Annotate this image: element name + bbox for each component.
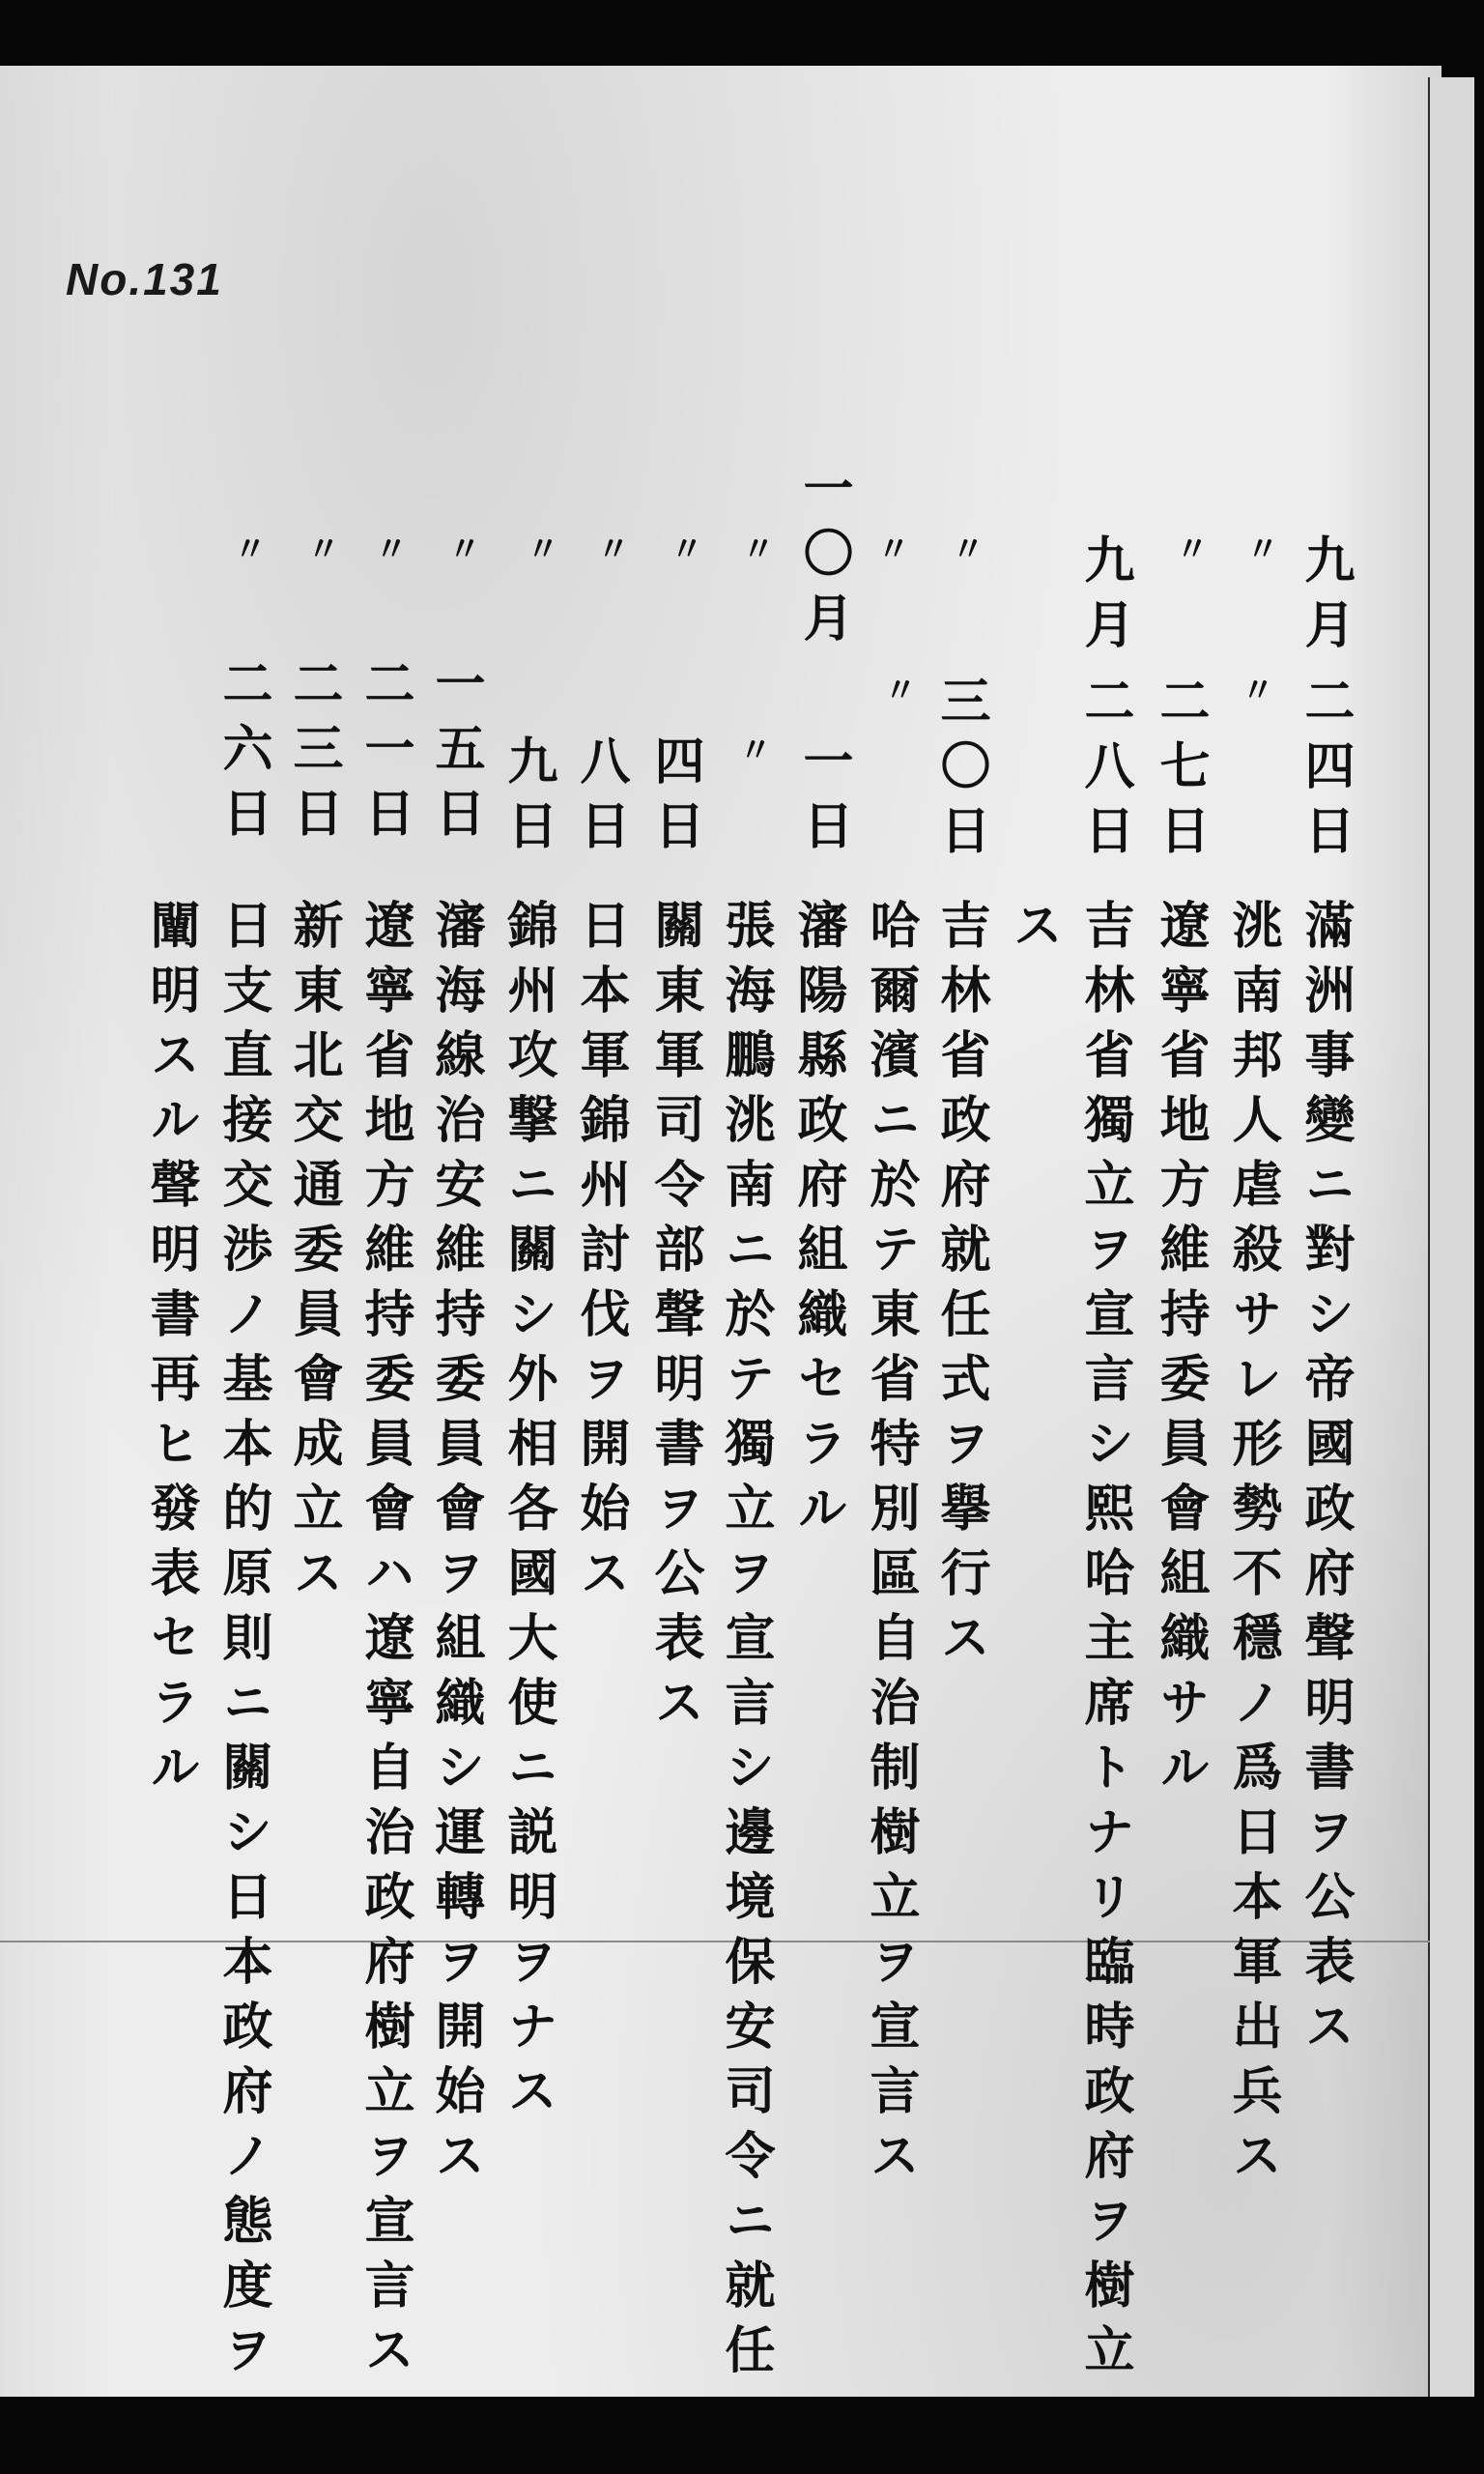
ditto-mark: 〃 (1241, 672, 1274, 710)
ditto-mark: 〃 (234, 531, 267, 569)
event-entry: 張海鵬洮南ニ於テ獨立ヲ宣言シ邊境保安司令ニ就任 (716, 899, 775, 2388)
event-entry: 新東北交通委員會成立ス (284, 899, 343, 1611)
ditto-mark: 〃 (739, 732, 772, 770)
event-entry: 瀋海線治安維持委員會ヲ組織シ運轉ヲ開始ス (426, 899, 485, 2194)
date-label: 四日 (645, 734, 704, 864)
event-entry-continuation: ス (1004, 899, 1063, 964)
date-label: 二四日 (1296, 675, 1355, 869)
ditto-mark: 〃 (877, 531, 910, 569)
ditto-mark: 〃 (952, 531, 985, 569)
event-entry: 哈爾濱ニ於テ東省特別區自治制樹立ヲ宣言ス (861, 899, 920, 2194)
date-label: 二一日 (356, 657, 414, 851)
event-entry: 錦州攻撃ニ關シ外相各國大使ニ説明ヲナス (499, 899, 557, 2129)
ditto-mark: 〃 (1176, 531, 1209, 569)
ditto-mark: 〃 (307, 531, 340, 569)
ditto-mark: 〃 (527, 531, 559, 569)
date-label: 一日 (794, 734, 853, 864)
event-entry-continuation: 闡明スル聲明書再ヒ發表セラル (141, 899, 200, 1805)
ditto-mark: 〃 (448, 531, 481, 569)
date-label: 八日 (571, 734, 630, 864)
date-label: 二八日 (1075, 675, 1134, 869)
ditto-mark: 〃 (1246, 531, 1279, 569)
adjacent-page-edge (1428, 77, 1474, 2397)
document-number: No.131 (66, 254, 223, 304)
event-entry: 洮南邦人虐殺サレ形勢不穩ノ爲日本軍出兵ス (1223, 899, 1282, 2194)
ditto-mark: 〃 (671, 531, 703, 569)
event-entry: 吉林省政府就任式ヲ擧行ス (931, 899, 990, 1676)
event-entry: 遼寧省地方維持委員會組織サル (1151, 899, 1210, 1805)
date-label: 二七日 (1151, 675, 1210, 869)
event-entry: 關東軍司令部聲明書ヲ公表ス (645, 899, 704, 1740)
date-label: 二三日 (284, 657, 343, 851)
event-entry: 日本軍錦州討伐ヲ開始ス (571, 899, 630, 1611)
month-label-september-repeat: 九月 (1075, 533, 1134, 663)
month-label-september: 九月 (1296, 533, 1355, 663)
event-entry: 吉林省獨立ヲ宣言シ熙哈主席トナリ臨時政府ヲ樹立 (1075, 899, 1134, 2388)
ditto-mark: 〃 (375, 531, 408, 569)
event-entry: 瀋陽縣政府組織セラル (788, 899, 847, 1546)
month-label-october: 一〇月 (794, 462, 853, 656)
date-label: 一五日 (426, 657, 485, 851)
date-label: 二六日 (214, 657, 272, 851)
ditto-mark: 〃 (597, 531, 630, 569)
ditto-mark: 〃 (884, 672, 917, 710)
date-label: 三〇日 (931, 675, 990, 869)
ditto-mark: 〃 (742, 531, 775, 569)
event-entry: 滿洲事變ニ對シ帝國政府聲明書ヲ公表ス (1296, 899, 1355, 2064)
date-label: 九日 (499, 734, 557, 864)
event-entry: 日支直接交渉ノ基本的原則ニ關シ日本政府ノ態度ヲ (214, 899, 272, 2388)
event-entry: 遼寧省地方維持委員會ハ遼寧自治政府樹立ヲ宣言ス (356, 899, 414, 2388)
